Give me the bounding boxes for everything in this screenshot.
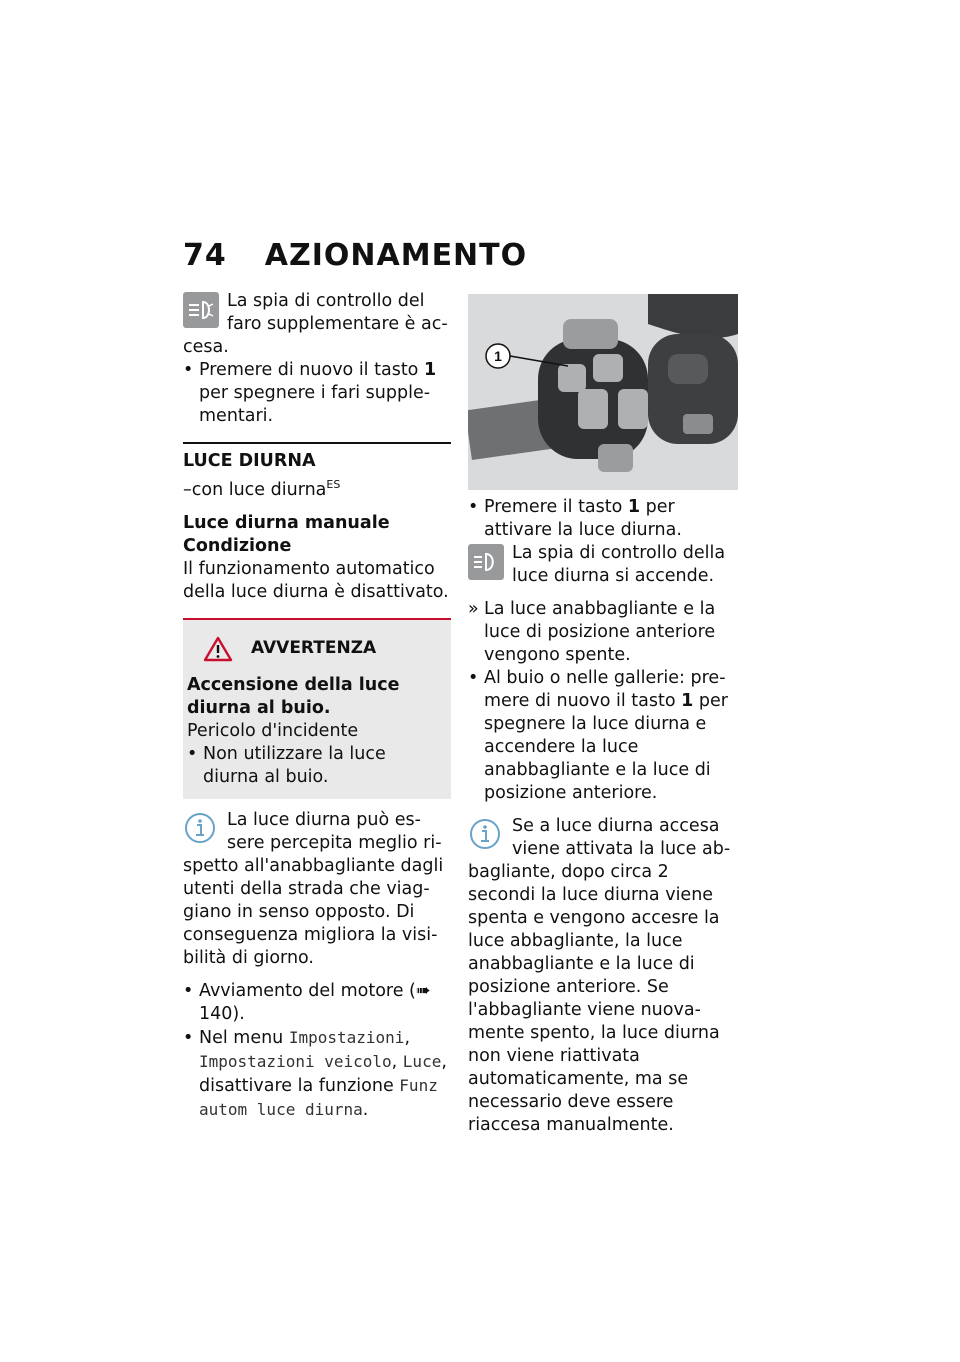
info-text-high-beam: Se a luce diurna accesa viene attivata la luce abbagliante, dopo circa 2 secondi la luce diurna viene spenta e vengono accesre la luce abbagliante, la luce anabbagliante e la luce di posizione anteriore. Se l'abbagliante viene nuovamente spento, la luce diurna non viene riattivata automaticamente, ma se necessario deve essere riaccesa manualmente. (468, 816, 731, 1135)
bullet-press: • Premere il tasto 1 per attivare la luce diurna. (468, 496, 738, 542)
chapter-title: AZIONAMENTO (264, 238, 528, 273)
warning-risk: Pericolo d'incidente (187, 720, 359, 741)
left-column (183, 290, 451, 1122)
bullet-engine-start: • Avviamento del motore (➠ 140). (183, 980, 451, 1026)
bullet-menu: • Nel menu Impostazioni, Impostazioni veicolo, Luce, disattivare la funzione Funz autom luce diurna. (183, 1026, 451, 1122)
condition-text: Il funzionamento automatico della luce diurna è disattivato. (183, 558, 449, 602)
warning-box (183, 618, 451, 799)
info-text-daytime: La luce diurna può essere percepita meglio rispetto all'anabbagliante dagli utenti della strada che viaggiano in senso opposto. Di conseguenza migliora la visibilità di giorno. (183, 809, 444, 968)
condition-title: Condizione (183, 535, 292, 556)
warning-heading: Accensione della luce diurna al buio. (187, 674, 400, 718)
bullet-dark: • Al buio o nelle gallerie: premere di nuovo il tasto 1 per spegnere la luce diurna e accendere la luce anabbagliante e la luce di posizione anteriore. (468, 667, 738, 805)
section-title: LUCE DIURNA (183, 451, 316, 471)
subsection-title: Luce diurna manuale (183, 512, 390, 533)
info-icon (183, 811, 219, 847)
warning-title: AVVERTENZA (251, 638, 377, 659)
info-icon (468, 817, 504, 853)
right-column (468, 294, 738, 1137)
daytime-lamp-text: La spia di controllo della luce diurna si accende. (512, 543, 726, 586)
bullet-switch-off: • Premere di nuovo il tasto 1 per spegnere i fari supplementari. (183, 359, 451, 428)
page-header (183, 238, 527, 273)
warning-action: • Non utilizzare la luce diurna al buio. (187, 743, 447, 789)
supplementary-light-indicator-icon (183, 292, 219, 328)
variant-note: –con luce diurna$^{ES}$ (183, 478, 341, 500)
supplementary-light-text: La spia di controllo del faro supplementare è accesa. (183, 291, 448, 357)
page-reference[interactable]: 140 (199, 1003, 233, 1024)
image-callout: 1 (494, 348, 502, 364)
page-reference-arrow-icon: ➠ (415, 980, 431, 1001)
section-divider (183, 442, 451, 444)
result-text: » La luce anabbagliante e la luce di posizione anteriore vengono spente. (468, 599, 716, 665)
handlebar-switch-photo (468, 294, 738, 490)
daytime-light-indicator-icon (468, 544, 504, 580)
warning-triangle-icon (203, 636, 233, 662)
page-number: 74 (183, 238, 227, 273)
